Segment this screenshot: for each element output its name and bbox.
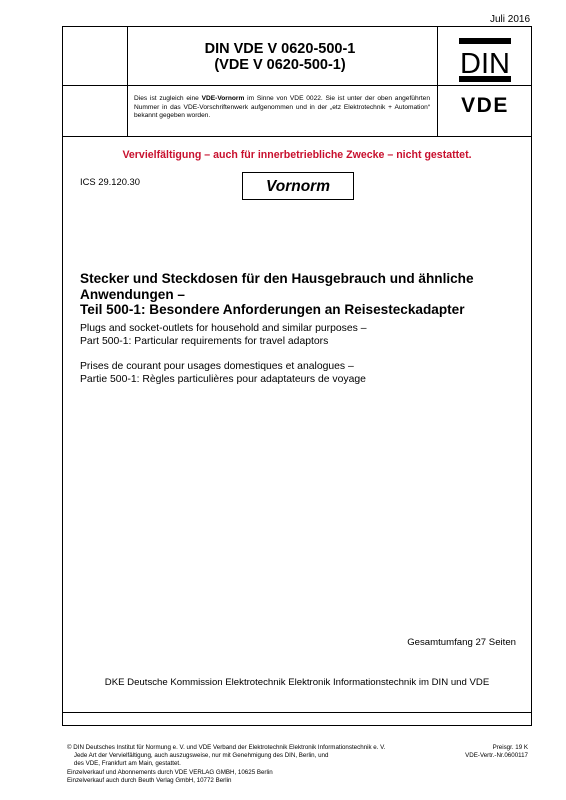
notice-text-post: im Sinne von VDE 0022. Sie ist unter der oben angeführten Nummer in das VDE-Vorschriftenwerk aufgenommen und in der „etz Elektrotechnik + Automation“ bekannt gegeben worden. bbox=[134, 95, 430, 120]
copy-warning: Vervielfältigung – auch für innerbetriebliche Zwecke – nicht gestattet. bbox=[122, 149, 472, 161]
document-type-box: Vornorm bbox=[242, 172, 354, 200]
footer-line4: Einzelverkauf und Abonnements durch VDE VERLAG GMBH, 10625 Berlin bbox=[67, 768, 273, 776]
vde-logo: VDE bbox=[461, 94, 509, 117]
footer-line3: des VDE, Frankfurt am Main, gestattet. bbox=[67, 760, 181, 768]
english-title bbox=[80, 323, 520, 349]
footer-line1: © DIN Deutsches Institut für Normung e. V. und VDE Verband der Elektrotechnik Elektronik Informationstechnik e. V. bbox=[67, 744, 386, 751]
footer-line2: Jede Art der Vervielfältigung, auch auszugsweise, nur mit Genehmigung des DIN, Berlin, und bbox=[67, 752, 329, 760]
price-group: Preisgr. 19 K bbox=[492, 744, 528, 751]
divider-header bbox=[62, 85, 532, 86]
publication-date: Juli 2016 bbox=[490, 14, 531, 25]
din-logo-text: DIN bbox=[460, 48, 510, 80]
divider-footer bbox=[62, 712, 532, 713]
english-title-line2: Part 500-1: Particular requirements for travel adaptors bbox=[80, 335, 329, 347]
footer-line5: Einzelverkauf auch durch Beuth Verlag GmbH, 10772 Berlin bbox=[67, 776, 232, 784]
vde-notice bbox=[134, 95, 430, 121]
french-title-line1: Prises de courant pour usages domestiques et analogues – bbox=[80, 361, 354, 372]
french-title bbox=[80, 361, 520, 387]
dke-line: DKE Deutsche Kommission Elektrotechnik Elektronik Informationstechnik im DIN und VDE bbox=[104, 677, 490, 688]
english-title-line1: Plugs and socket-outlets for household and similar purposes – bbox=[80, 323, 367, 334]
german-title-line3: Teil 500-1: Besondere Anforderungen an Reisesteckadapter bbox=[80, 302, 465, 317]
total-pages: Gesamtumfang 27 Seiten bbox=[407, 637, 516, 648]
vde-number: (VDE V 0620-500-1) bbox=[214, 57, 346, 73]
notice-text-bold: VDE-Vornorm bbox=[201, 95, 245, 102]
din-logo bbox=[457, 36, 513, 84]
standard-number: DIN VDE V 0620-500-1 bbox=[204, 41, 356, 57]
copyright-footer bbox=[67, 744, 447, 785]
divider-notice bbox=[62, 136, 532, 137]
french-title-line2: Partie 500-1: Règles particulières pour adaptateurs de voyage bbox=[80, 373, 366, 385]
divider-left-column bbox=[127, 26, 128, 136]
order-number: VDE-Vertr.-Nr.0600117 bbox=[465, 752, 528, 760]
price-info bbox=[440, 744, 528, 760]
german-title-line1: Stecker und Steckdosen für den Hausgebrauch und ähnliche bbox=[80, 271, 474, 286]
german-title-line2: Anwendungen – bbox=[80, 286, 185, 302]
divider-right-column bbox=[437, 26, 438, 136]
german-title bbox=[80, 271, 530, 318]
ics-code: ICS 29.120.30 bbox=[80, 176, 140, 187]
notice-text-pre: Dies ist zugleich eine bbox=[134, 95, 202, 102]
